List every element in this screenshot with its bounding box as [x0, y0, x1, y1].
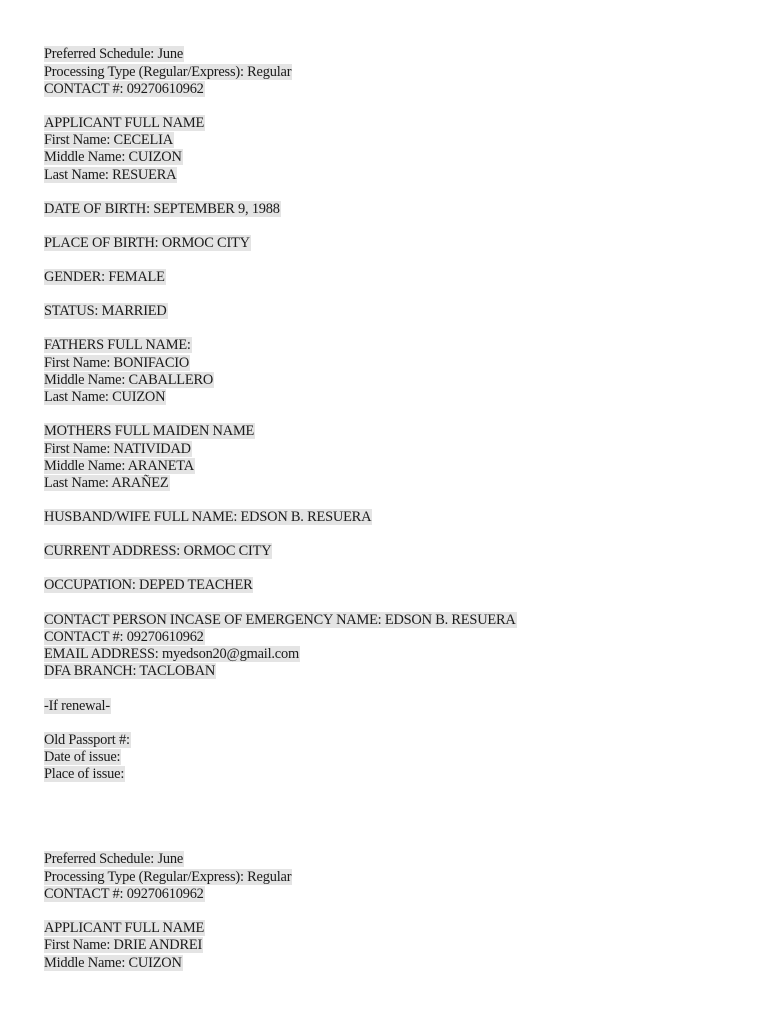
- father-last-name-line: [44, 389, 166, 406]
- old-passport-line: [44, 732, 131, 749]
- contact-number-text-2: CONTACT #: 09270610962: [44, 886, 204, 902]
- applicant-middle-name-text: Middle Name: CUIZON: [44, 149, 182, 165]
- email-address-line: [44, 646, 300, 663]
- applicant-heading-text-2: APPLICANT FULL NAME: [44, 920, 205, 936]
- processing-type-text-2: Processing Type (Regular/Express): Regular: [44, 869, 292, 885]
- mother-first-name-text: First Name: NATIVIDAD: [44, 441, 191, 457]
- spouse-full-name-line: [44, 509, 372, 526]
- preferred-schedule-line-2: [44, 851, 184, 868]
- place-of-issue-line: [44, 766, 125, 783]
- applicant-heading-line-2: [44, 920, 205, 937]
- preferred-schedule-text-2: Preferred Schedule: June: [44, 851, 184, 867]
- mother-middle-name-text: Middle Name: ARANETA: [44, 458, 194, 474]
- mother-last-name-text: Last Name: ARAÑEZ: [44, 475, 169, 491]
- father-heading-text: FATHERS FULL NAME:: [44, 337, 191, 353]
- date-of-issue-text: Date of issue:: [44, 749, 121, 765]
- applicant-middle-name-text-2: Middle Name: CUIZON: [44, 955, 182, 971]
- processing-type-line-2: [44, 869, 292, 886]
- emergency-contact-number-text: CONTACT #: 09270610962: [44, 629, 204, 645]
- applicant-middle-name-line-2: [44, 955, 183, 972]
- email-address-text: EMAIL ADDRESS: myedson20@gmail.com: [44, 646, 299, 662]
- applicant-first-name-text: First Name: CECELIA: [44, 132, 173, 148]
- dfa-branch-text: DFA BRANCH: TACLOBAN: [44, 663, 216, 679]
- emergency-contact-number-line: [44, 629, 205, 646]
- place-of-birth-text: PLACE OF BIRTH: ORMOC CITY: [44, 235, 250, 251]
- date-of-issue-line: [44, 749, 121, 766]
- dfa-branch-line: [44, 663, 216, 680]
- contact-number-text: CONTACT #: 09270610962: [44, 81, 204, 97]
- mother-first-name-line: [44, 441, 192, 458]
- mother-last-name-line: [44, 475, 170, 492]
- gender-text: GENDER: FEMALE: [44, 269, 165, 285]
- applicant-heading-line: [44, 115, 205, 132]
- renewal-note-line: [44, 698, 111, 715]
- preferred-schedule-text: Preferred Schedule: June: [44, 46, 184, 62]
- mother-heading-text: MOTHERS FULL MAIDEN NAME: [44, 423, 255, 439]
- spouse-full-name-text: HUSBAND/WIFE FULL NAME: EDSON B. RESUERA: [44, 509, 372, 525]
- processing-type-line: [44, 64, 292, 81]
- father-middle-name-line: [44, 372, 214, 389]
- old-passport-text: Old Passport #:: [44, 732, 130, 748]
- father-first-name-text: First Name: BONIFACIO: [44, 355, 190, 371]
- applicant-first-name-line: [44, 132, 174, 149]
- mother-middle-name-line: [44, 458, 195, 475]
- status-text: STATUS: MARRIED: [44, 303, 167, 319]
- father-first-name-line: [44, 355, 190, 372]
- processing-type-text: Processing Type (Regular/Express): Regular: [44, 64, 292, 80]
- applicant-last-name-line: [44, 167, 177, 184]
- place-of-issue-text: Place of issue:: [44, 766, 125, 782]
- father-last-name-text: Last Name: CUIZON: [44, 389, 166, 405]
- applicant-first-name-line-2: [44, 937, 203, 954]
- gender-line: [44, 269, 166, 286]
- renewal-note-text: -If renewal-: [44, 698, 110, 714]
- occupation-line: [44, 577, 253, 594]
- contact-number-line-2: [44, 886, 205, 903]
- applicant-last-name-text: Last Name: RESUERA: [44, 167, 177, 183]
- date-of-birth-line: [44, 201, 281, 218]
- father-heading-line: [44, 337, 192, 354]
- applicant-first-name-text-2: First Name: DRIE ANDREI: [44, 937, 203, 953]
- father-middle-name-text: Middle Name: CABALLERO: [44, 372, 214, 388]
- mother-heading-line: [44, 423, 255, 440]
- status-line: [44, 303, 168, 320]
- preferred-schedule-line: [44, 46, 184, 63]
- date-of-birth-text: DATE OF BIRTH: SEPTEMBER 9, 1988: [44, 201, 280, 217]
- emergency-contact-name-text: CONTACT PERSON INCASE OF EMERGENCY NAME: EDSON B. RESUERA: [44, 612, 516, 628]
- applicant-middle-name-line: [44, 149, 183, 166]
- occupation-text: OCCUPATION: DEPED TEACHER: [44, 577, 253, 593]
- applicant-heading-text: APPLICANT FULL NAME: [44, 115, 205, 131]
- place-of-birth-line: [44, 235, 251, 252]
- current-address-line: [44, 543, 272, 560]
- current-address-text: CURRENT ADDRESS: ORMOC CITY: [44, 543, 272, 559]
- emergency-contact-name-line: [44, 612, 517, 629]
- contact-number-line: [44, 81, 205, 98]
